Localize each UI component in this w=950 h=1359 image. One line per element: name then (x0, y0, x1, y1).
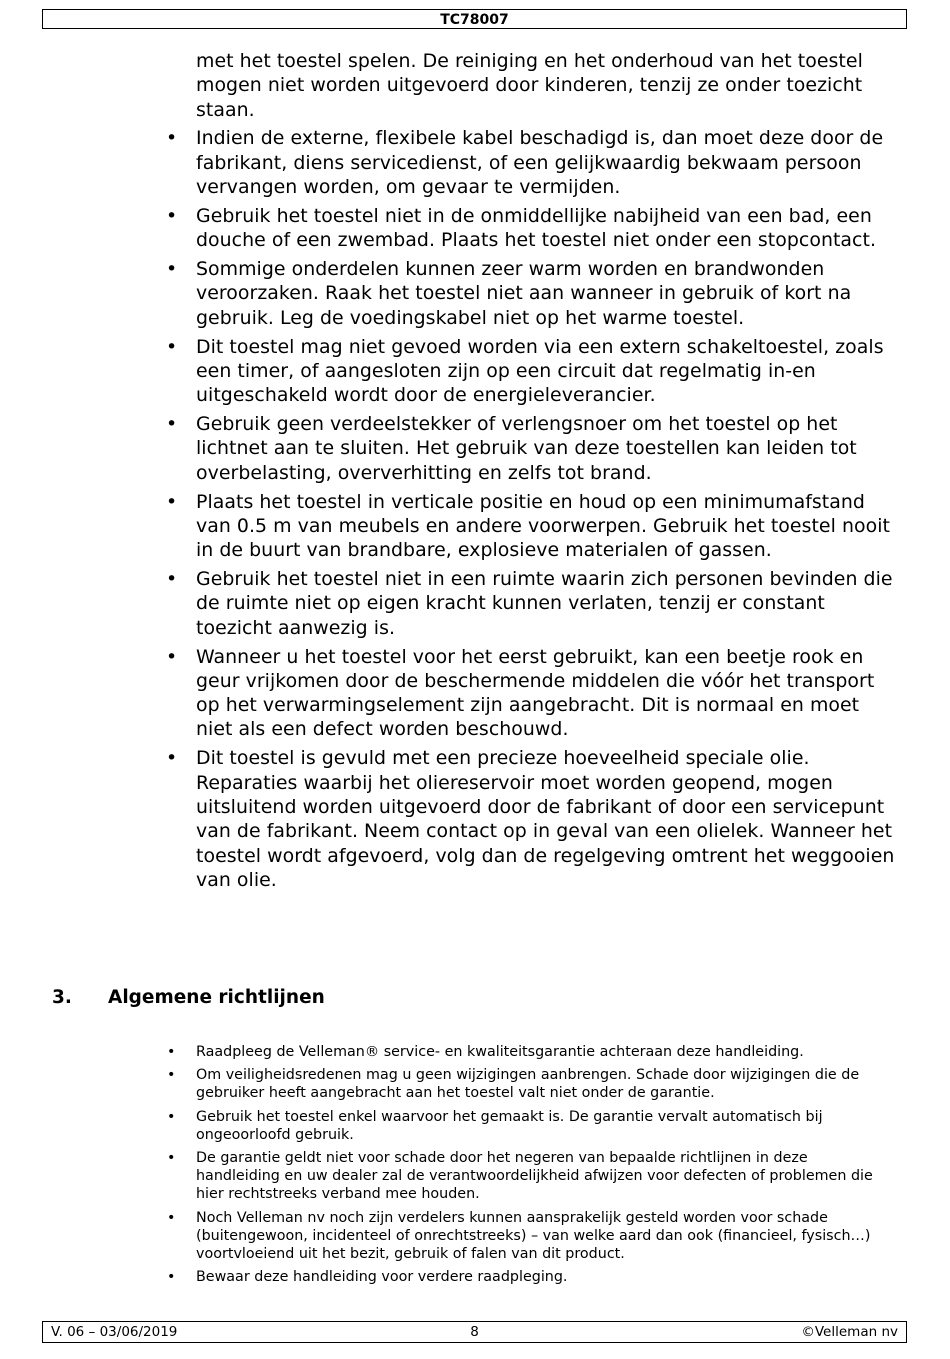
list-item-text: Plaats het toestel in verticale positie en houd op een minimumafstand van 0.5 m van meubels en andere voorwerpen. Gebruik het toestel nooit in de buurt van brandbare, explosieve materialen of gassen. (196, 490, 890, 562)
footer-copyright: ©Velleman nv (801, 1324, 898, 1340)
list-item (160, 1066, 895, 1102)
list-item-text: Dit toestel mag niet gevoed worden via een extern schakeltoestel, zoals een timer, of aangesloten zijn op een circuit dat regelmatig in-en uitgeschakeld wordt door de energieleverancier. (196, 335, 884, 407)
bullet-icon: • (166, 258, 178, 281)
list-item-text: Indien de externe, flexibele kabel beschadigd is, dan moet deze door de fabrikant, diens servicedienst, of een gelijkwaardig bekwaam persoon vervangen worden, om gevaar te vermijden. (196, 127, 884, 199)
bullet-icon: • (166, 335, 178, 358)
list-item-text: Gebruik het toestel niet in de onmiddellijke nabijheid van een bad, een douche of een zwembad. Plaats het toestel niet onder een stopcontact. (196, 204, 876, 252)
list-item-text: Gebruik het toestel niet in een ruimte waarin zich personen bevinden die de ruimte niet op eigen kracht kunnen verlaten, tenzij er constant toezicht aanwezig is. (196, 568, 893, 639)
bullet-icon: • (167, 1108, 176, 1125)
list-item-text: Dit toestel is gevuld met een precieze hoeveelheid speciale olie. Reparaties waarbij het oliereservoir moet worden geopend, mogen uitsluitend worden uitgevoerd door de fabrikant of door een servicepunt van de fabrikant. Neem contact op in geval van een olielek. Wanneer het toestel wordt afgevoerd, volg dan de regelgeving omtrent het weggooien van olie. (196, 747, 895, 891)
list-item-text: Raadpleeg de Velleman® service- en kwaliteitsgarantie achteraan deze handleiding. (196, 1044, 804, 1060)
list-item (160, 1043, 895, 1061)
list-item (160, 567, 895, 640)
list-item (160, 1108, 895, 1144)
list-item (160, 257, 895, 330)
document-code: TC78007 (440, 12, 509, 28)
footer-version: V. 06 – 03/06/2019 (51, 1324, 178, 1340)
list-item (160, 412, 895, 485)
list-item-text: Noch Velleman nv noch zijn verdelers kunnen aansprakelijk gesteld worden voor schade (buitengewoon, incidenteel of onrechtstreeks) – van welke aard dan ook (financieel, fysisch…) voortvloeiend uit het bezit, gebruik of falen van dit product. (196, 1209, 871, 1262)
section-title: Algemene richtlijnen (108, 987, 325, 1008)
list-item (160, 1149, 895, 1203)
list-item (160, 1268, 895, 1286)
list-item (160, 335, 895, 408)
bullet-icon: • (166, 645, 178, 668)
bullet-icon: • (166, 747, 178, 770)
bullet-icon: • (167, 1268, 176, 1285)
bullet-icon: • (167, 1067, 176, 1084)
bullet-icon: • (166, 204, 178, 227)
list-item-text: met het toestel spelen. De reiniging en het onderhoud van het toestel mogen niet worden uitgevoerd door kinderen, tenzij ze onder toezicht staan. (196, 50, 863, 121)
section-number: 3. (52, 987, 72, 1008)
page-footer (42, 1321, 907, 1343)
list-item (160, 490, 895, 563)
list-item (160, 1209, 895, 1263)
list-item (160, 645, 895, 742)
bullet-icon: • (166, 490, 178, 513)
list-item-text: Gebruik geen verdeelstekker of verlengsnoer om het toestel op het lichtnet aan te sluiten. Het gebruik van deze toestellen kan leiden tot overbelasting, oververhitting en zelfs tot brand. (196, 413, 857, 484)
bullet-icon: • (166, 568, 178, 591)
page-header (42, 9, 907, 29)
bullet-icon: • (166, 127, 178, 150)
footer-page-number: 8 (470, 1324, 479, 1340)
bullet-icon: • (167, 1044, 176, 1060)
general-guidelines-list (160, 1043, 895, 1291)
bullet-icon: • (167, 1150, 176, 1167)
list-item-text: Gebruik het toestel enkel waarvoor het gemaakt is. De garantie vervalt automatisch bij ongeoorloofd gebruik. (196, 1108, 823, 1143)
section-heading (52, 986, 325, 1010)
list-item-text: De garantie geldt niet voor schade door het negeren van bepaalde richtlijnen in deze handleiding en uw dealer zal de verantwoordelijkheid afwijzen voor defecten of problemen die hier rechtstreeks verband mee houden. (196, 1150, 873, 1203)
list-item-text: Sommige onderdelen kunnen zeer warm worden en brandwonden veroorzaken. Raak het toestel niet aan wanneer in gebruik of kort na gebruik. Leg de voedingskabel niet op het warme toestel. (196, 258, 852, 329)
bullet-icon: • (166, 413, 178, 436)
bullet-icon: • (167, 1209, 176, 1226)
list-item (160, 204, 895, 253)
list-item (160, 126, 895, 199)
list-item-text: Wanneer u het toestel voor het eerst gebruikt, kan een beetje rook en geur vrijkomen door de beschermende middelen die vóór het transport op het verwarmingselement zijn aangebracht. Dit is normaal en moet niet als een defect worden beschouwd. (196, 645, 875, 741)
safety-instructions-list (160, 49, 895, 897)
list-item (160, 746, 895, 892)
list-item-text: Bewaar deze handleiding voor verdere raadpleging. (196, 1268, 568, 1285)
list-item-text: Om veiligheidsredenen mag u geen wijzigingen aanbrengen. Schade door wijzigingen die de gebruiker heeft aangebracht aan het toestel valt niet onder de garantie. (196, 1067, 860, 1102)
list-item (160, 49, 895, 122)
